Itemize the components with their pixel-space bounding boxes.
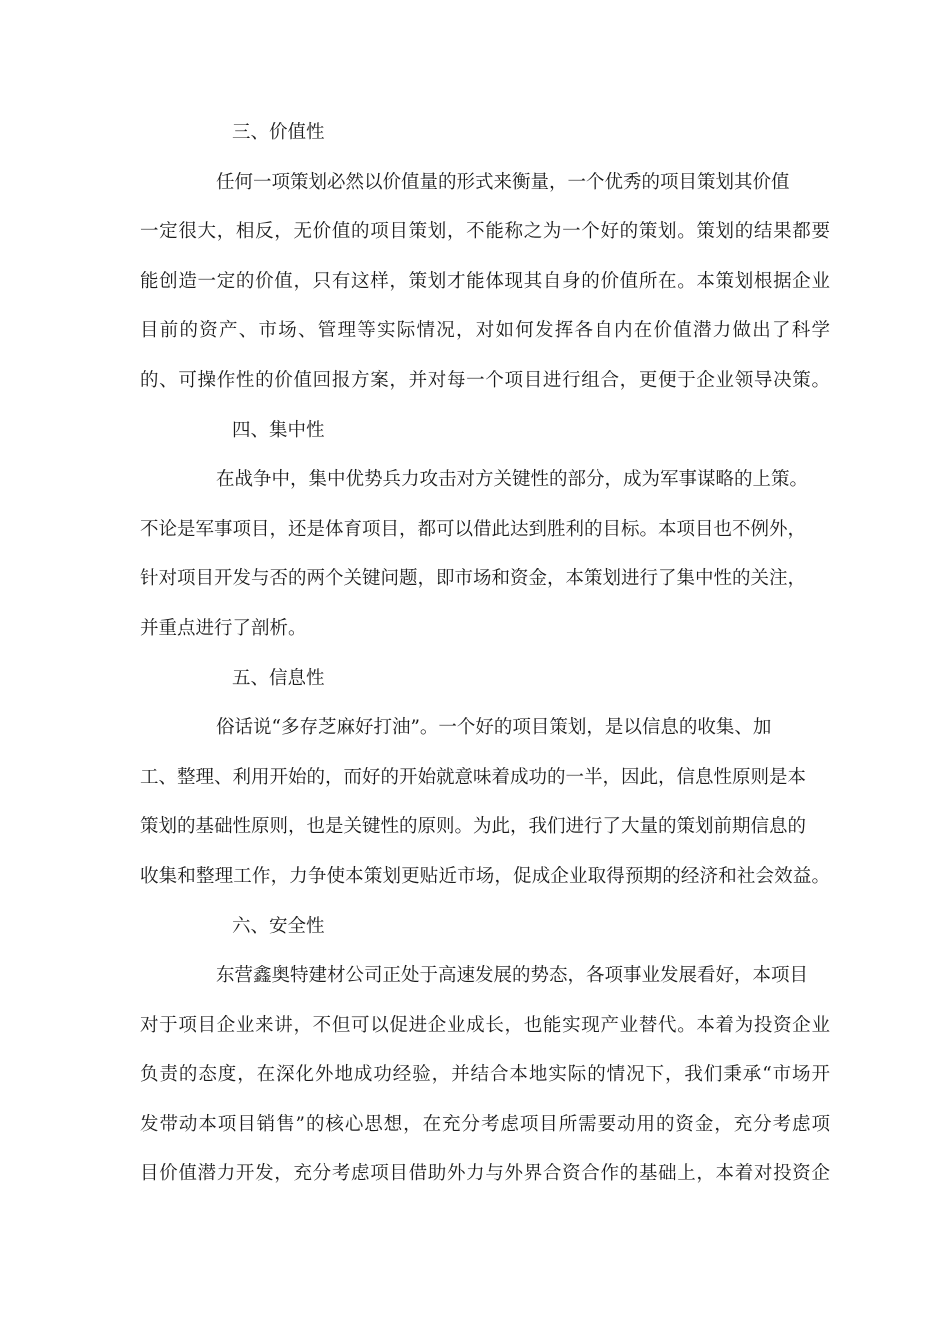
section-heading: 三、价值性 [232, 122, 325, 143]
section-information [140, 654, 830, 902]
paragraph-line: 在战争中，集中优势兵力攻击对方关键性的部分，成为军事谋略的上策。 [216, 469, 809, 491]
paragraph-line: 针对项目开发与否的两个关键问题，即市场和资金，本策划进行了集中性的关注， [140, 568, 807, 590]
paragraph-line: 收集和整理工作，力争使本策划更贴近市场，促成企业取得预期的经济和社会效益。 [140, 865, 830, 887]
section-paragraph [140, 703, 830, 901]
section-heading: 五、信息性 [232, 667, 325, 689]
paragraph-line: 的、可操作性的价值回报方案，并对每一个项目进行组合，更便于企业领导决策。 [140, 369, 830, 391]
paragraph-line: 策划的基础性原则，也是关键性的原则。为此，我们进行了大量的策划前期信息的 [140, 816, 807, 838]
section-paragraph [140, 455, 830, 653]
section-heading: 四、集中性 [232, 419, 325, 441]
paragraph-line: 负责的态度，在深化外地成功经验，并结合本地实际的情况下，我们秉承“市场开 [140, 1064, 830, 1086]
section-concentration [140, 406, 830, 654]
section-paragraph [140, 951, 830, 1199]
section-heading: 六、安全性 [232, 915, 325, 937]
paragraph-line: 工、整理、利用开始的，而好的开始就意味着成功的一半，因此，信息性原则是本 [140, 766, 807, 788]
paragraph-line: 任何一项策划必然以价值量的形式来衡量，一个优秀的项目策划其价值 [216, 171, 790, 193]
document-body [140, 108, 830, 1199]
paragraph-line: 目前的资产、市场、管理等实际情况，对如何发挥各自内在价值潜力做出了科学 [140, 320, 830, 342]
paragraph-line: 发带动本项目销售”的核心思想，在充分考虑项目所需要动用的资金，充分考虑项 [140, 1113, 830, 1135]
paragraph-line: 俗话说“多存芝麻好打油”。一个好的项目策划，是以信息的收集、加 [216, 717, 772, 739]
paragraph-line: 目价值潜力开发，充分考虑项目借助外力与外界合资合作的基础上，本着对投资企 [140, 1163, 830, 1185]
paragraph-line: 能创造一定的价值，只有这样，策划才能体现其自身的价值所在。本策划根据企业 [140, 270, 830, 292]
section-value [140, 108, 830, 406]
paragraph-line: 一定很大，相反，无价值的项目策划，不能称之为一个好的策划。策划的结果都要 [140, 221, 830, 243]
section-paragraph [140, 158, 830, 406]
section-safety [140, 902, 830, 1200]
paragraph-line: 不论是军事项目，还是体育项目，都可以借此达到胜利的目标。本项目也不例外， [140, 518, 807, 540]
paragraph-line: 并重点进行了剖析。 [140, 617, 307, 639]
paragraph-line: 对于项目企业来讲，不但可以促进企业成长，也能实现产业替代。本着为投资企业 [140, 1014, 830, 1036]
paragraph-line: 东营鑫奥特建材公司正处于高速发展的势态，各项事业发展看好，本项目 [216, 965, 809, 987]
